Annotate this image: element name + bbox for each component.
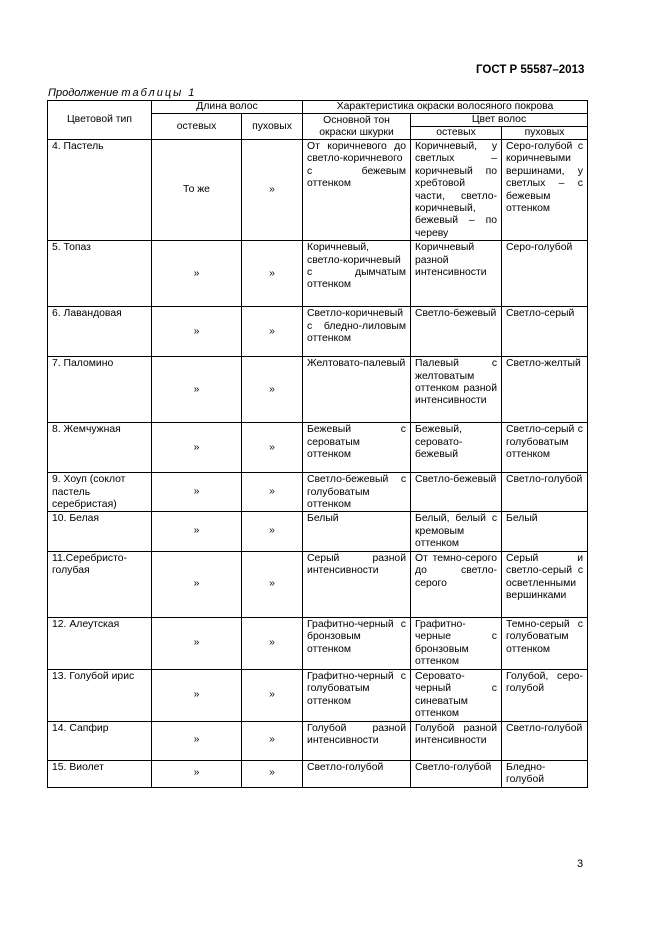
table-row [48, 512, 588, 551]
cell-length-guard: » [152, 241, 242, 307]
cell-hair-guard: Светло-бежевый [411, 473, 502, 512]
cell-length-down: » [242, 760, 303, 787]
cell-hair-guard: Светло-голубой [411, 760, 502, 787]
cell-base-tone: Белый [303, 512, 411, 551]
table-row [48, 721, 588, 760]
cell-hair-guard: От темно-серого до светло-серого [411, 551, 502, 617]
cell-length-down: » [242, 241, 303, 307]
cell-base-tone: Серый разной интенсивности [303, 551, 411, 617]
cell-length-guard: » [152, 617, 242, 669]
cell-length-guard: То же [152, 140, 242, 241]
cell-hair-down: Белый [502, 512, 588, 551]
cell-color-type: 14. Сапфир [48, 721, 152, 760]
table-row [48, 423, 588, 473]
cell-hair-guard: Голубой разной интенсивности [411, 721, 502, 760]
caption-label: таблицы 1 [121, 87, 197, 99]
cell-color-type: 10. Белая [48, 512, 152, 551]
cell-hair-guard: Бежевый, серовато-бежевый [411, 423, 502, 473]
cell-length-guard: » [152, 669, 242, 721]
header-hair-length: Длина волос [152, 101, 303, 114]
cell-base-tone: Голубой разной интенсивности [303, 721, 411, 760]
cell-length-guard: » [152, 473, 242, 512]
header-length-guard: остевых [152, 114, 242, 140]
cell-base-tone: Графитно-черный с бронзовым оттенком [303, 617, 411, 669]
cell-length-down: » [242, 669, 303, 721]
cell-length-down: » [242, 512, 303, 551]
cell-length-down: » [242, 617, 303, 669]
cell-length-guard: » [152, 760, 242, 787]
cell-base-tone: Графитно-черный с голубоватым оттенком [303, 669, 411, 721]
cell-hair-down: Темно-серый с голубоватым оттенком [502, 617, 588, 669]
table-row [48, 617, 588, 669]
cell-base-tone: Светло-голубой [303, 760, 411, 787]
cell-hair-guard: Белый, белый с кремовым оттенком [411, 512, 502, 551]
cell-length-down: » [242, 423, 303, 473]
header-color-type: Цветовой тип [48, 101, 152, 140]
cell-color-type: 8. Жемчужная [48, 423, 152, 473]
cell-base-tone: Светло-бежевый с голубоватым оттенком [303, 473, 411, 512]
cell-length-guard: » [152, 551, 242, 617]
cell-length-guard: » [152, 357, 242, 423]
header-hair-guard: остевых [411, 127, 502, 140]
cell-base-tone: Бежевый с сероватым оттенком [303, 423, 411, 473]
cell-color-type: 4. Пастель [48, 140, 152, 241]
table-row [48, 551, 588, 617]
cell-base-tone: Светло-коричневый с бледно-лиловым оттенком [303, 307, 411, 357]
cell-hair-down: Серый и светло-серый с осветленными вершинками [502, 551, 588, 617]
header-length-down: пуховых [242, 114, 303, 140]
header-coloring: Характеристика окраски волосяного покрова [303, 101, 588, 114]
cell-hair-guard: Палевый с желтоватым оттенком разной интенсивности [411, 357, 502, 423]
header-base-tone: Основной тон окраски шкурки [303, 114, 411, 140]
cell-hair-down: Голубой, серо-голубой [502, 669, 588, 721]
cell-hair-down: Серо-голубой [502, 241, 588, 307]
cell-length-down: » [242, 357, 303, 423]
standard-number: ГОСТ Р 55587–2013 [476, 64, 585, 76]
cell-color-type: 11.Серебристо-голубая [48, 551, 152, 617]
caption-prefix: Продолжение [48, 87, 119, 99]
header-hair-down: пуховых [502, 127, 588, 140]
cell-length-down: » [242, 140, 303, 241]
cell-color-type: 5. Топаз [48, 241, 152, 307]
cell-hair-guard: Графитно-черные с бронзовым оттенком [411, 617, 502, 669]
cell-color-type: 13. Голубой ирис [48, 669, 152, 721]
cell-hair-guard: Коричневый, у светлых – коричневый по хребтовой части, светло-коричневый, бежевый – по череву [411, 140, 502, 241]
cell-hair-down: Светло-желтый [502, 357, 588, 423]
cell-color-type: 15. Виолет [48, 760, 152, 787]
cell-length-guard: » [152, 512, 242, 551]
table-row [48, 357, 588, 423]
table-row [48, 760, 588, 787]
cell-hair-down: Светло-серый [502, 307, 588, 357]
table-caption [48, 87, 196, 99]
cell-color-type: 7. Паломино [48, 357, 152, 423]
cell-hair-guard: Светло-бежевый [411, 307, 502, 357]
cell-length-down: » [242, 473, 303, 512]
table-row [48, 669, 588, 721]
cell-length-guard: » [152, 307, 242, 357]
cell-color-type: 12. Алеутская [48, 617, 152, 669]
page-number: 3 [577, 858, 584, 870]
cell-length-down: » [242, 721, 303, 760]
cell-hair-down: Светло-голубой [502, 473, 588, 512]
table-row [48, 140, 588, 241]
cell-color-type: 6. Лавандовая [48, 307, 152, 357]
cell-hair-guard: Серовато-черный с синеватым оттенком [411, 669, 502, 721]
cell-hair-down: Серо-голубой с коричневыми вершинами, у светлых – с бежевым оттенком [502, 140, 588, 241]
cell-base-tone: Желтовато-палевый [303, 357, 411, 423]
cell-base-tone: Коричневый, светло-коричневый с дымчатым оттенком [303, 241, 411, 307]
cell-length-guard: » [152, 721, 242, 760]
fur-color-table [47, 100, 588, 788]
table-row [48, 307, 588, 357]
cell-hair-down: Светло-серый с голубоватым оттенком [502, 423, 588, 473]
header-hair-color: Цвет волос [411, 114, 588, 127]
cell-hair-down: Бледно-голубой [502, 760, 588, 787]
cell-length-down: » [242, 307, 303, 357]
cell-hair-down: Светло-голубой [502, 721, 588, 760]
cell-hair-guard: Коричневый разной интенсивности [411, 241, 502, 307]
cell-color-type: 9. Хоуп (соклот пастель серебристая) [48, 473, 152, 512]
table-row [48, 473, 588, 512]
cell-base-tone: От коричневого до светло-коричневого с бежевым оттенком [303, 140, 411, 241]
cell-length-guard: » [152, 423, 242, 473]
table-row [48, 241, 588, 307]
cell-length-down: » [242, 551, 303, 617]
